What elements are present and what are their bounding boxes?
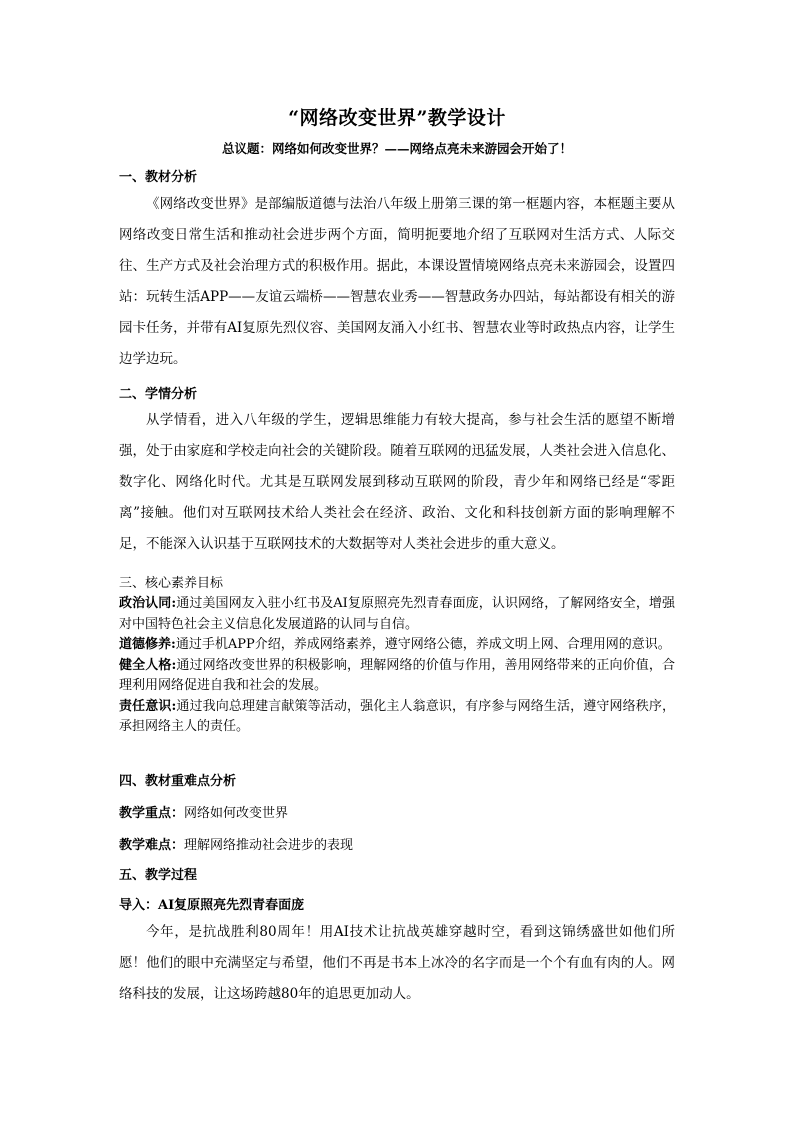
teaching-key-point [119, 802, 288, 821]
key-point-text: 网络如何改变世界 [184, 806, 289, 821]
section-heading-learner-analysis: 二、学情分析 [119, 387, 198, 402]
document-subtitle: 总议题：网络如何改变世界？——网络点亮未来游园会开始了！ [221, 141, 572, 156]
section-heading-teaching-process: 五、教学过程 [119, 868, 198, 883]
goal-text: 通过我向总理建言献策等活动，强化主人翁意识，有序参与网络生活，遵守网络秩序，承担网络主人的责任。 [119, 698, 675, 734]
learner-analysis-paragraph: 从学情看，进入八年级的学生，逻辑思维能力有较大提高，参与社会生活的愿望不断增强，处于由家庭和学校走向社会的关键阶段。随着互联网的迅猛发展，人类社会进入信息化、数字化、网络化时代。尤其是互联网发展到移动互联网的阶段，青少年和网络已经是“零距离”接触。他们对互联网技术给人类社会在经济、政治、文化和科技创新方面的影响理解不足，不能深入认识基于互联网技术的大数据等对人类社会进步的重大意义。 [119, 412, 675, 552]
goal-label: 健全人格: [119, 657, 177, 673]
document-title: “网络改变世界”教学设计 [288, 107, 506, 129]
goal-political-identity [119, 594, 675, 635]
section-heading-key-difficult-points: 四、教材重难点分析 [119, 774, 237, 789]
goal-label: 道德修养: [119, 637, 176, 652]
textbook-analysis-paragraph: 《网络改变世界》是部编版道德与法治八年级上册第三课的第一框题内容，本框题主要从网络改变日常生活和推动社会进步两个方面，简明扼要地介绍了互联网对生活方式、人际交往、生产方式及社会治理方式的积极作用。据此，本课设置情境网络点亮未来游园会，设置四站：玩转生活APP——友谊云端桥——智慧农业秀——智慧政务办四站，每站都设有相关的游园卡任务，并带有AI复原先烈仪容、美国网友涌入小红书、智慧农业等时政热点内容，让学生边学边玩。 [119, 196, 675, 367]
goal-text: 通过美国网友入驻小红书及AI复原照亮先烈青春面庞，认识网络，了解网络安全，增强对中国特色社会主义信息化发展道路的认同与自信。 [119, 596, 675, 632]
core-goals-list [119, 594, 675, 738]
difficult-point-label: 教学难点： [119, 838, 185, 853]
difficult-point-text: 理解网络推动社会进步的表现 [184, 838, 354, 853]
goal-text: 通过网络改变世界的积极影响，理解网络的价值与作用，善用网络带来的正向价值，合理利用网络促进自我和社会的发展。 [119, 657, 675, 693]
key-point-label: 教学重点： [119, 806, 185, 821]
section-heading-textbook-analysis: 一、教材分析 [119, 170, 198, 185]
goal-label: 政治认同: [119, 596, 177, 611]
goal-responsibility [119, 697, 675, 738]
goal-moral-cultivation [119, 635, 675, 656]
goal-sound-personality [119, 656, 675, 697]
teaching-difficult-point [119, 834, 353, 853]
intro-paragraph: 今年，是抗战胜利80周年！用AI技术让抗战英雄穿越时空，看到这锦绣盛世如他们所愿！他们的眼中充满坚定与希望，他们不再是书本上冰冷的名字而是一个个有血有肉的人。网络科技的发展，让这场跨越80年的追思更加动人。 [119, 924, 675, 1002]
goal-text: 通过手机APP介绍，养成网络素养，遵守网络公德，养成文明上网、合理用网的意识。 [175, 637, 671, 652]
section-heading-core-goals: 三、核心素养目标 [119, 576, 224, 591]
intro-heading: 导入：AI复原照亮先烈青春面庞 [119, 898, 305, 913]
goal-label: 责任意识: [119, 698, 177, 714]
